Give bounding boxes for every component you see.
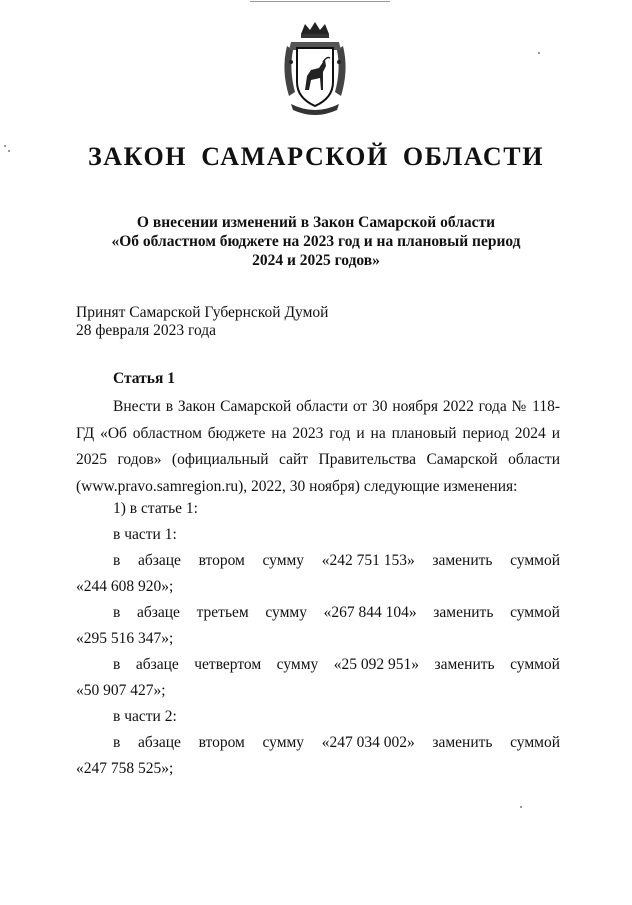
word: третьем (196, 604, 249, 621)
word: абзаце (137, 734, 181, 751)
old-amount: «25 092 951» (333, 656, 419, 673)
word: заменить (433, 604, 494, 621)
amendment-line (113, 734, 560, 752)
word: сумму (276, 656, 319, 673)
new-amount: «295 516 347»; (76, 630, 174, 647)
subject-line-2: «Об областном бюджете на 2023 год и на плановый период (111, 233, 521, 250)
word: в (113, 734, 121, 751)
word: четвертом (194, 656, 262, 673)
amendment-line (113, 656, 560, 674)
part-2-heading: в части 2: (113, 708, 177, 725)
coat-of-arms-icon (277, 20, 353, 116)
scan-speck (4, 145, 6, 147)
subject-line-3: 2024 и 2025 годов» (252, 252, 380, 269)
word: сумму (265, 604, 307, 621)
old-amount: «247 034 002» (321, 734, 415, 751)
adoption-note (76, 304, 328, 340)
new-amount: «50 907 427»; (76, 682, 166, 699)
word: в (113, 552, 121, 569)
word: абзаце (137, 552, 181, 569)
adoption-date: 28 февраля 2023 года (76, 322, 217, 339)
new-amount: «244 608 920»; (76, 578, 174, 595)
word: суммой (510, 552, 560, 569)
word: абзаце (136, 604, 180, 621)
adoption-line-1: Принят Самарской Губернской Думой (76, 304, 329, 321)
law-title: ЗАКОН САМАРСКОЙ ОБЛАСТИ (87, 142, 545, 171)
part-1-heading: в части 1: (113, 526, 177, 543)
word: суммой (510, 656, 560, 673)
word: в (113, 656, 121, 673)
scan-speck (520, 806, 522, 808)
item-1: 1) в статье 1: (113, 500, 198, 517)
new-amount: «247 758 525»; (76, 760, 174, 777)
scan-edge-line (250, 1, 390, 2)
amendment-line (113, 604, 560, 622)
word: втором (198, 552, 245, 569)
subject-line-1: О внесении изменений в Закон Самарской области (136, 214, 496, 231)
word: в (113, 604, 121, 621)
old-amount: «267 844 104» (323, 604, 417, 621)
article-intro-paragraph: Внести в Закон Самарской области от 30 ноября 2022 года № 118-ГД «Об областном бюджете на 2023 год и на плановый период 2024 и 2025 годов» (официальный сайт Правительства Самарской области (www.pravo.samregion.ru), 2022, 30 ноября) следующие изменения: (76, 398, 560, 495)
word: втором (198, 734, 245, 751)
word: суммой (510, 734, 560, 751)
old-amount: «242 751 153» (321, 552, 415, 569)
article-heading: Статья 1 (113, 370, 175, 387)
scan-speck (8, 150, 10, 152)
scan-speck (538, 52, 540, 54)
word: сумму (262, 552, 305, 569)
amendment-line (113, 552, 560, 570)
word: заменить (434, 656, 495, 673)
law-subject (60, 213, 572, 270)
word: сумму (262, 734, 305, 751)
word: суммой (510, 604, 560, 621)
word: заменить (432, 734, 493, 751)
word: заменить (432, 552, 493, 569)
word: абзаце (135, 656, 179, 673)
